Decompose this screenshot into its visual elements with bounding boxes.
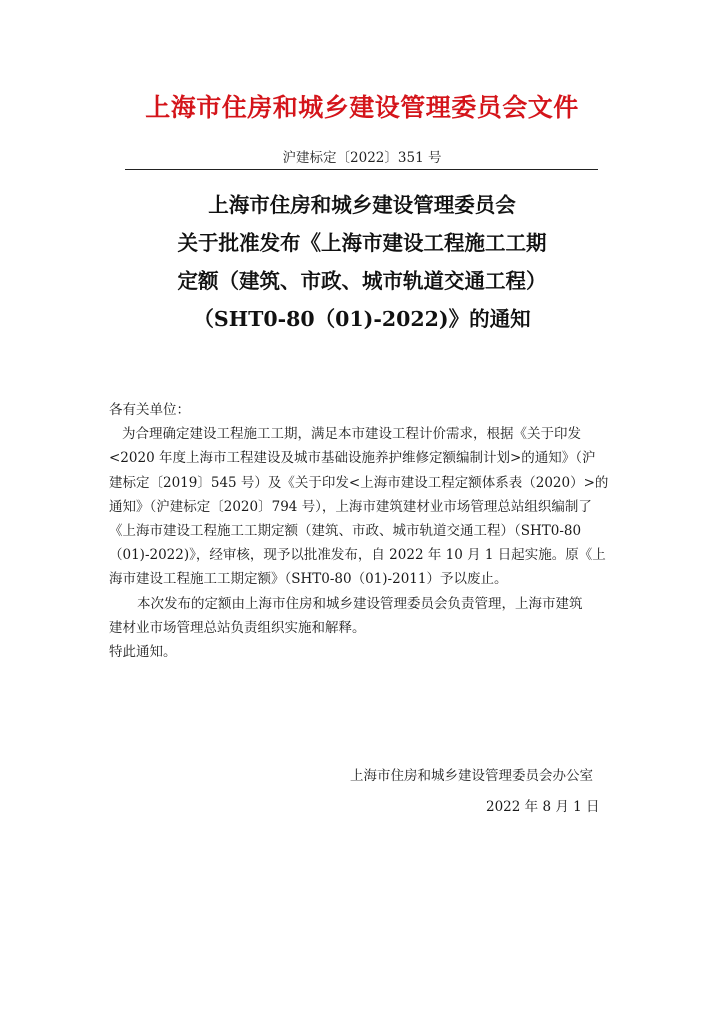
paragraph-line: 建标定〔2019〕545 号）及《关于印发<上海市建设工程定额体系表（2020）>的 bbox=[109, 474, 609, 491]
issue-date: 2022 年 8 月 1 日 bbox=[486, 799, 600, 815]
issuer-signature: 上海市住房和城乡建设管理委员会办公室 bbox=[350, 768, 593, 784]
paragraph-line: 《上海市建设工程施工工期定额（建筑、市政、城市轨道交通工程）（SHT0-80 bbox=[109, 523, 582, 540]
paragraph-line: （01)-2022)》，经审核，现予以批准发布，自 2022 年 10 月 1 日起实施。原《上 bbox=[109, 547, 606, 564]
paragraph-line: <2020 年度上海市工程建设及城市基础设施养护维修定额编制计划>的通知》（沪 bbox=[109, 450, 596, 467]
header-divider bbox=[125, 169, 598, 170]
notice-title bbox=[0, 186, 724, 338]
title-line: （SHT0-80（01)-2022)》的通知 bbox=[193, 307, 531, 331]
paragraph-line: 为合理确定建设工程施工工期，满足本市建设工程计价需求，根据《关于印发 bbox=[122, 426, 581, 443]
document-number: 沪建标定〔2022〕351 号 bbox=[282, 150, 442, 166]
paragraph-line: 海市建设工程施工工期定额》（SHT0-80（01)-2011）予以废止。 bbox=[109, 571, 508, 588]
paragraph-line: 建材业市场管理总站负责组织实施和解释。 bbox=[109, 619, 366, 636]
notice-body bbox=[109, 398, 621, 664]
title-line: 上海市住房和城乡建设管理委员会 bbox=[208, 193, 516, 217]
paragraph-line: 通知》（沪建标定〔2020〕794 号），上海市建筑建材业市场管理总站组织编制了 bbox=[109, 498, 592, 515]
document-header-title: 上海市住房和城乡建设管理委员会文件 bbox=[145, 93, 579, 122]
paragraph-line: 本次发布的定额由上海市住房和城乡建设管理委员会负责管理，上海市建筑 bbox=[137, 595, 583, 612]
title-line: 定额（建筑、市政、城市轨道交通工程） bbox=[177, 269, 547, 293]
title-line: 关于批准发布《上海市建设工程施工工期 bbox=[177, 231, 547, 255]
closing-remark: 特此通知。 bbox=[109, 644, 177, 661]
salutation: 各有关单位： bbox=[109, 402, 190, 418]
